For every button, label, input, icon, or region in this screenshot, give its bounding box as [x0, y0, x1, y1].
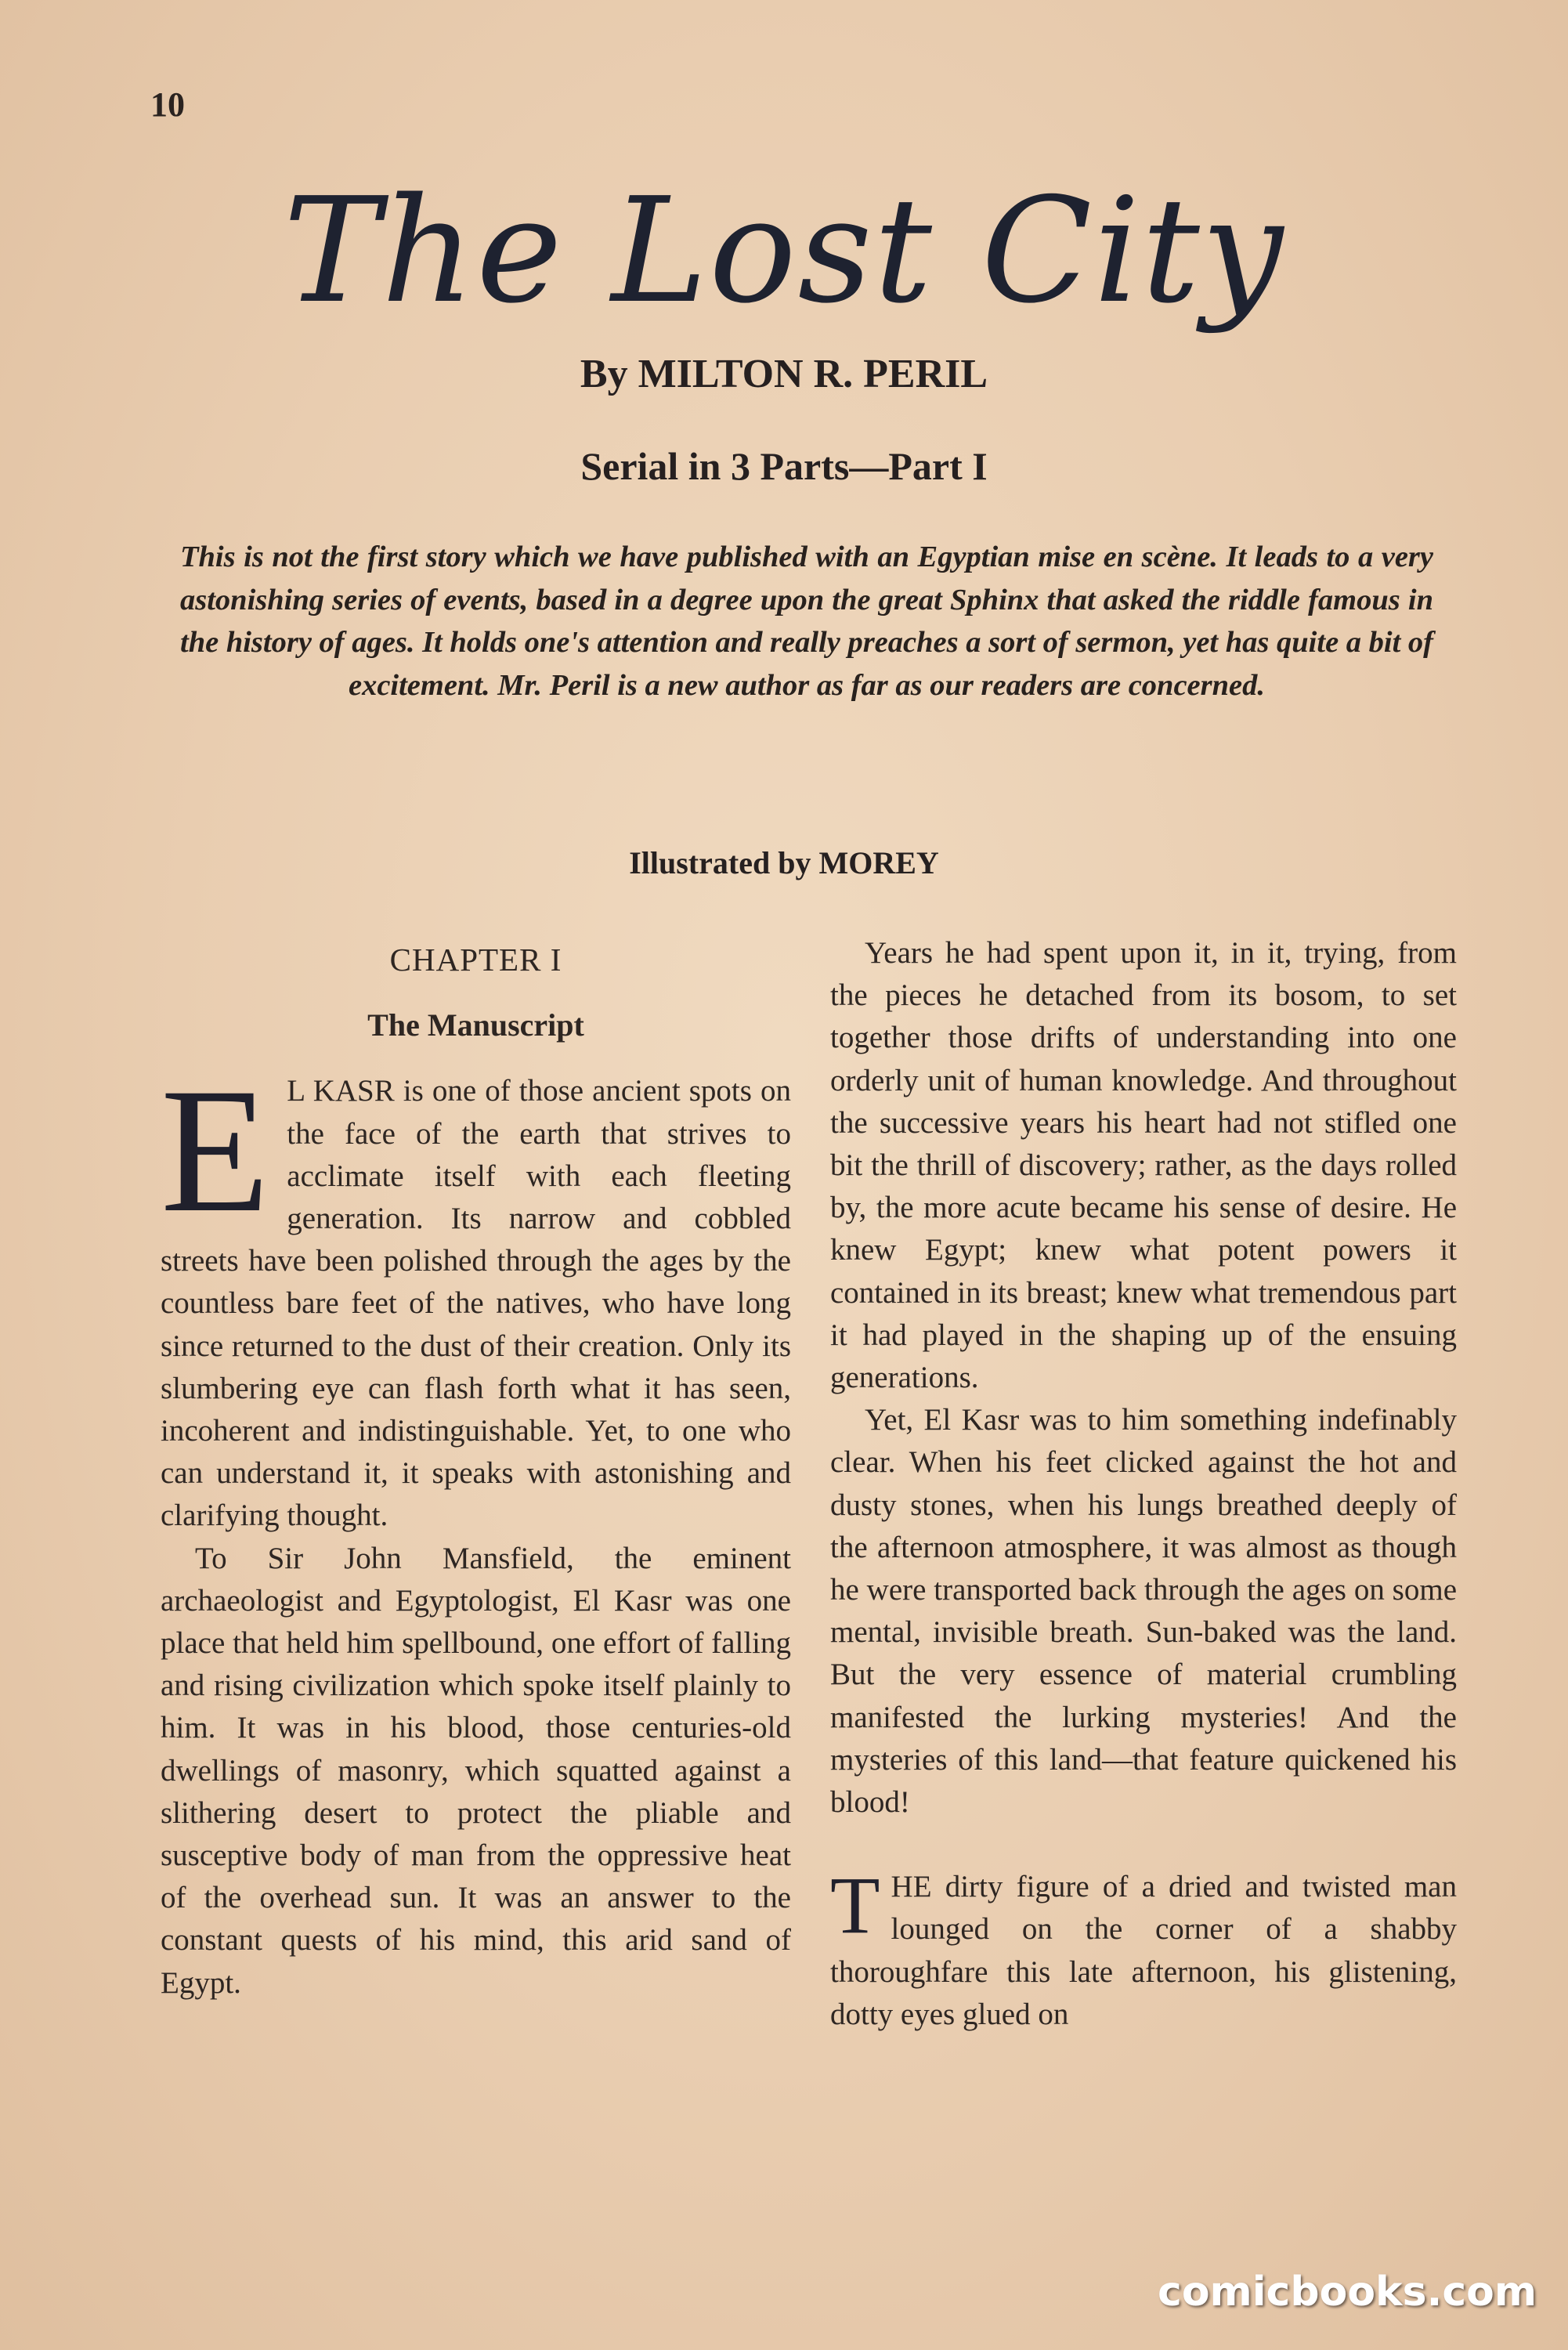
- chapter-subtitle: The Manuscript: [367, 1007, 584, 1043]
- page-number: 10: [150, 85, 185, 124]
- paragraph-el-kasr: Yet, El Kasr was to him something indefinably clear. When his feet clicked against the hot and dusty stones, when his lungs breathed deeply of the afternoon atmosphere, it was almost as though he were transported back through the ages on some mental, invisible breath. Sun-baked was the land. But the very essence of material crumbling manifested the lurking mysteries! And the mysteries of this land—that feature quickened his blood!: [830, 1403, 1457, 1820]
- serial-notice: Serial in 3 Parts—Part I: [580, 444, 988, 488]
- paragraph-years: Years he had spent upon it, in it, trying, from the pieces he detached from its bosom, to set together those drifts of understanding into one orderly unit of human knowledge. And throughout the successive years his heart had not stifled one bit the thrill of discovery; rather, as the days rolled by, the more acute became his sense of desire. He knew Egypt; knew what potent powers it contained in its breast; knew what tremendous part it had played in the shaping up of the ensuing generations.: [830, 936, 1457, 1395]
- paragraph-text: L KASR is one of those ancient spots on the face of the earth that strives to acclimate itself with each fleeting generation. Its narrow and cobbled streets have been polished through the ages by the countless bare feet of the natives, who have long since returned to the dust of their creation. Only its slumbering eye can flash forth what it has seen, incoherent and indistinguishable. Yet, to one who can understand it, it speaks with astonishing and clarifying thought.: [161, 1074, 791, 1533]
- paragraph-mansfield: To Sir John Mansfield, the eminent archaeologist and Egyptologist, El Kasr was one place that held him spellbound, one effort of falling and rising civilization which spoke itself plainly to him. It was in his blood, those centuries-old dwellings of masonry, which squatted against a slithering desert to protect the pliable and susceptive body of man from the oppressive heat of the overhead sun. It was an answer to the constant quests of his mind, this arid sand of Egypt.: [161, 1541, 791, 2000]
- drop-cap-t: T: [830, 1860, 880, 1951]
- author-byline: By MILTON R. PERIL: [580, 352, 988, 396]
- story-title: The Lost City: [283, 166, 1285, 335]
- watermark-logo: comicbooks.com: [1158, 2269, 1537, 2316]
- right-text-column: [830, 932, 1457, 2217]
- paragraph-dirty-figure: [830, 1860, 1457, 2036]
- drop-cap-e: E: [161, 1052, 270, 1250]
- editorial-intro: This is not the first story which we have published with an Egyptian mise en scène. It leads to a very astonishing series of events, based in a degree upon the great Sphinx that asked the riddle famous in the history of ages. It holds one's attention and really preaches a sort of sermon, yet has quite a bit of excitement. Mr. Peril is a new author as far as our readers are concerned.: [180, 540, 1433, 702]
- chapter-heading: CHAPTER I: [389, 942, 562, 978]
- paragraph-opening: [161, 1052, 791, 1537]
- illustrator-credit: Illustrated by MOREY: [629, 845, 939, 880]
- section-break: [830, 1824, 1457, 1866]
- paragraph-text: HE dirty figure of a dried and twisted man lounged on the corner of a shabby thoroughfare this late afternoon, his glistening, dotty eyes glued on: [830, 1870, 1457, 2031]
- left-text-column: [161, 932, 791, 2217]
